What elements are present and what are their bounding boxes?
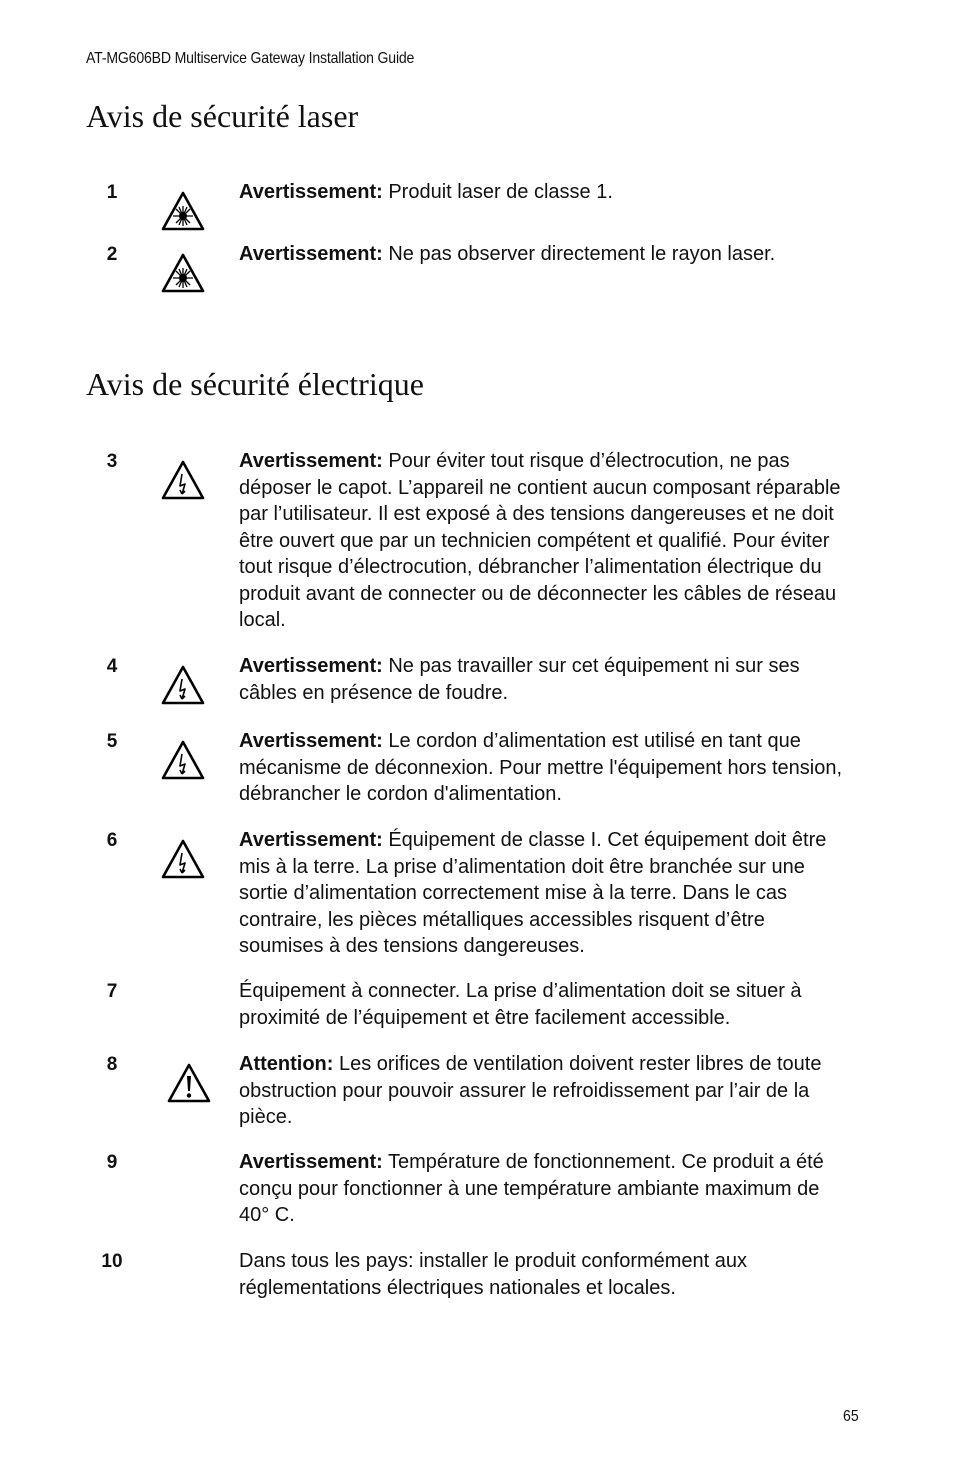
electrical-hazard-icon [160, 739, 206, 781]
item-number: 8 [106, 1054, 118, 1075]
item-text [239, 978, 854, 1031]
item-text [239, 728, 854, 808]
page-number: 65 [843, 1408, 859, 1425]
item-body: Produit laser de classe 1. [388, 181, 613, 203]
item-body: Les orifices de ventilation doivent rester libres de toute obstruction pour pouvoir assurer le refroidissement par l’air de la pièce. [239, 1053, 822, 1128]
laser-warning-icon [160, 190, 206, 232]
electrical-hazard-icon [160, 838, 206, 880]
item-body: Dans tous les pays: installer le produit conformément aux réglementations électriques nationales et locales. [239, 1250, 748, 1299]
item-label: Attention: [239, 1053, 334, 1075]
electrical-hazard-icon [160, 664, 206, 706]
item-body: Le cordon d’alimentation est utilisé en tant que mécanisme de déconnexion. Pour mettre l'équipement hors tension, débrancher le cordon d'alimentation. [239, 730, 843, 805]
section-title-laser: Avis de sécurité laser [86, 98, 359, 134]
item-number: 2 [106, 244, 118, 265]
item-number: 6 [106, 830, 118, 851]
item-body: Équipement de classe I. Cet équipement doit être mis à la terre. La prise d’alimentation doit être branchée sur une sortie d’alimentation correctement mise à la terre. Dans le cas contraire, les pièces métalliques accessibles risquent d’être soumises à des tensions dangereuses. [239, 829, 827, 957]
item-text [239, 653, 854, 706]
item-label: Avertissement: [239, 829, 383, 851]
item-label: Avertissement: [239, 181, 383, 203]
item-label: Avertissement: [239, 243, 383, 265]
item-label: Avertissement: [239, 730, 383, 752]
running-header: AT-MG606BD Multiservice Gateway Installation Guide [86, 50, 415, 67]
item-text [239, 827, 854, 960]
laser-warning-icon [160, 252, 206, 294]
item-text [239, 241, 854, 268]
electrical-hazard-icon [160, 459, 206, 501]
item-body: Température de fonctionnement. Ce produit a été conçu pour fonctionner à une température ambiante maximum de 40° C. [239, 1151, 824, 1226]
item-number: 3 [106, 451, 118, 472]
item-text [239, 448, 854, 634]
item-body: Ne pas observer directement le rayon laser. [388, 243, 776, 265]
item-label: Avertissement: [239, 655, 383, 677]
item-text [239, 1051, 854, 1131]
item-number: 5 [106, 731, 118, 752]
item-body: Ne pas travailler sur cet équipement ni sur ses câbles en présence de foudre. [239, 655, 800, 704]
item-number: 10 [101, 1251, 123, 1272]
section-title-electrical: Avis de sécurité électrique [86, 366, 424, 402]
item-number: 9 [106, 1152, 118, 1173]
item-number: 1 [106, 182, 118, 203]
item-body: Pour éviter tout risque d’électrocution, ne pas déposer le capot. L’appareil ne contient aucun composant réparable par l’utilisateur. Il est exposé à des tensions dangereuses et ne doit être ouvert que par un technicien compétent et qualifié. Pour éviter tout risque d’électrocution, débrancher l’alimentation électrique du produit avant de connecter ou de déconnecter les câbles de réseau local. [239, 450, 841, 631]
item-number: 4 [106, 656, 118, 677]
item-text [239, 1248, 854, 1301]
item-label: Avertissement: [239, 1151, 383, 1173]
item-text [239, 1149, 854, 1229]
item-label: Avertissement: [239, 450, 383, 472]
caution-exclamation-icon [166, 1062, 212, 1104]
item-text [239, 179, 854, 206]
item-number: 7 [106, 981, 118, 1002]
item-body: Équipement à connecter. La prise d’alimentation doit se situer à proximité de l’équipement et être facilement accessible. [239, 980, 802, 1029]
